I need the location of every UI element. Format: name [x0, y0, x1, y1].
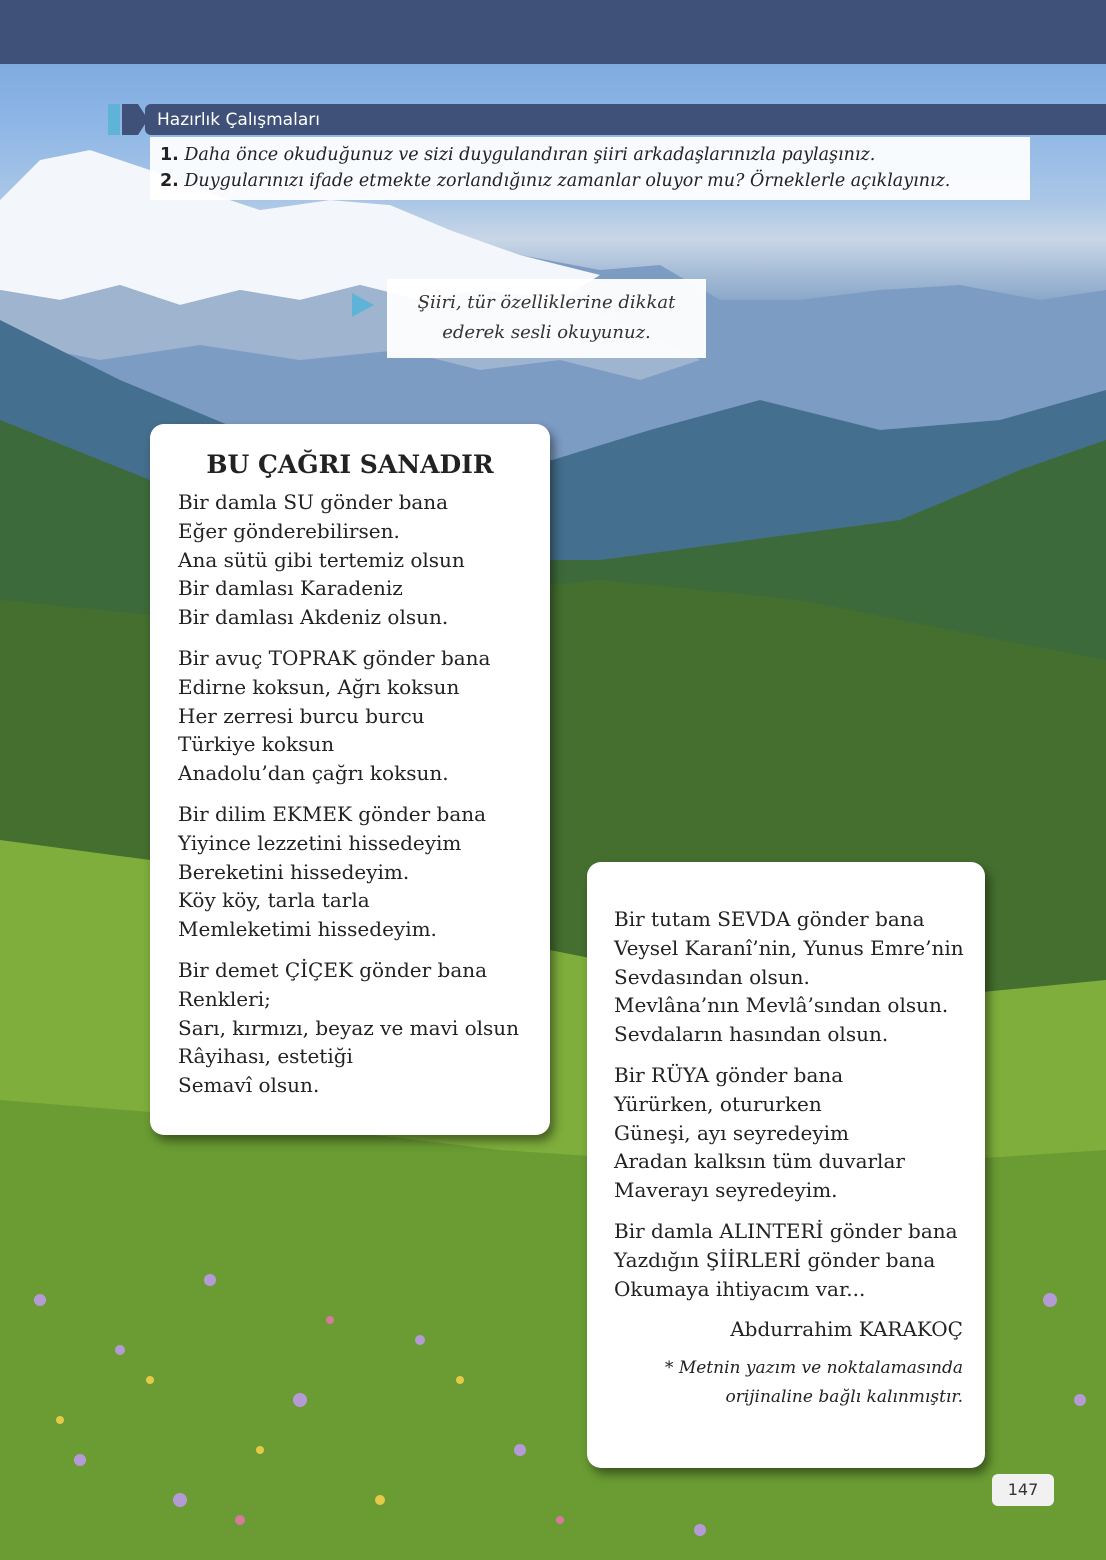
- poem-line: Her zerresi burcu burcu: [178, 703, 425, 728]
- top-header-bar: [0, 0, 1106, 64]
- poem-stanza: [178, 488, 550, 632]
- poem-line: Râyihası, estetiği: [178, 1044, 353, 1069]
- poem-line: Güneşi, ayı seyredeyim: [614, 1120, 850, 1145]
- poem-stanza: [614, 905, 985, 1049]
- poem-stanza: [178, 800, 550, 944]
- poem-line: Maverayı seyredeyim.: [614, 1178, 838, 1203]
- prep-section-title: Hazırlık Çalışmaları: [145, 104, 1106, 135]
- poem-stanza: [614, 1061, 985, 1205]
- question-number: 2.: [160, 171, 179, 191]
- poem-line: Bir damla ALINTERİ gönder bana: [614, 1218, 958, 1243]
- poem-line: Bereketini hissedeyim.: [178, 859, 410, 884]
- poem-stanza: [178, 956, 550, 1100]
- instruction-line: ederek sesli okuyunuz.: [442, 322, 651, 343]
- poem-line: Yazdığın ŞİİRLERİ gönder bana: [614, 1247, 936, 1272]
- poem-line: Edirne koksun, Ağrı koksun: [178, 674, 460, 699]
- page-number: 147: [992, 1474, 1054, 1506]
- poem-line: Renkleri;: [178, 986, 271, 1011]
- poem-line: Bir damlası Akdeniz olsun.: [178, 605, 449, 630]
- prep-question-list: [150, 137, 1030, 200]
- poem-card-right: [587, 862, 985, 1468]
- poem-line: Sevdaların hasından olsun.: [614, 1022, 889, 1047]
- poem-line: Bir avuç TOPRAK gönder bana: [178, 645, 491, 670]
- reading-instruction: [387, 279, 706, 358]
- question-text: Duygularınızı ifade etmekte zorlandığınız zamanlar oluyor mu? Örneklerle açıklayınız.: [184, 171, 951, 191]
- question-number: 1.: [160, 145, 179, 165]
- poem-line: Sarı, kırmızı, beyaz ve mavi olsun: [178, 1015, 520, 1040]
- poem-line: Okumaya ihtiyacım var...: [614, 1276, 866, 1301]
- poem-line: Semavî olsun.: [178, 1073, 320, 1098]
- play-arrow-icon: [350, 292, 376, 318]
- poem-line: Türkiye koksun: [178, 732, 335, 757]
- poem-line: Ana sütü gibi tertemiz olsun: [178, 547, 465, 572]
- section-marker-icon: [108, 104, 148, 135]
- poem-stanza: [178, 644, 550, 788]
- question-text: Daha önce okuduğunuz ve sizi duygulandıran şiiri arkadaşlarınızla paylaşınız.: [184, 145, 876, 165]
- poem-line: Bir damla SU gönder bana: [178, 490, 449, 514]
- poem-line: Yiyince lezzetini hissedeyim: [178, 830, 462, 855]
- poem-line: Eğer gönderebilirsen.: [178, 518, 400, 543]
- poem-line: Yürürken, otururken: [614, 1091, 822, 1116]
- instruction-line: Şiiri, tür özelliklerine dikkat: [417, 292, 676, 313]
- prep-question: [160, 142, 1030, 168]
- poem-line: Memleketimi hissedeyim.: [178, 917, 437, 942]
- poem-line: Köy köy, tarla tarla: [178, 888, 370, 913]
- poem-line: Bir tutam SEVDA gönder bana: [614, 907, 925, 931]
- poem-line: Bir damlası Karadeniz: [178, 576, 403, 601]
- poem-title: BU ÇAĞRI SANADIR: [206, 450, 494, 479]
- poem-author: Abdurrahim KARAKOÇ: [730, 1317, 963, 1342]
- poem-card-left: [150, 424, 550, 1135]
- poem-stanza: [614, 1217, 985, 1303]
- poem-line: Anadolu’dan çağrı koksun.: [178, 761, 449, 786]
- poem-line: Sevdasından olsun.: [614, 964, 810, 989]
- poem-line: Bir RÜYA gönder bana: [614, 1062, 844, 1087]
- poem-line: Aradan kalksın tüm duvarlar: [614, 1149, 905, 1174]
- footnote-line: orijinaline bağlı kalınmıştır.: [725, 1387, 963, 1408]
- footnote-line: * Metnin yazım ve noktalamasında: [664, 1358, 963, 1379]
- poem-line: Bir dilim EKMEK gönder bana: [178, 801, 487, 826]
- poem-line: Veysel Karanî’nin, Yunus Emre’nin: [614, 935, 964, 960]
- prep-question: [160, 168, 1030, 194]
- footnote: [614, 1354, 985, 1412]
- poem-line: Mevlâna’nın Mevlâ’sından olsun.: [614, 993, 949, 1018]
- poem-line: Bir demet ÇİÇEK gönder bana: [178, 957, 488, 982]
